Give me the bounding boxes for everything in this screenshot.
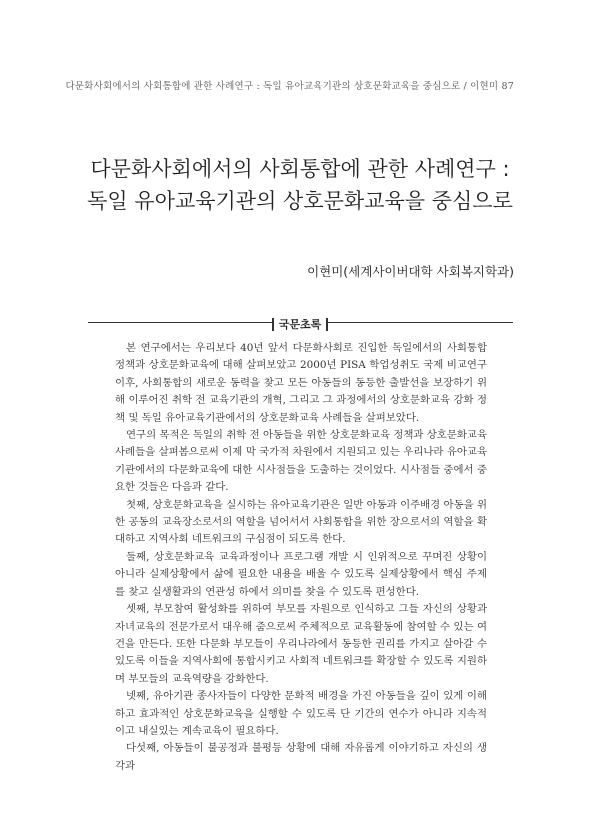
abstract-paragraph: 셋째, 부모참여 활성화를 위하여 부모를 자원으로 인식하고 그들 자신의 상황과 자녀교육의 전문가로서 대우해 줌으로써 주체적으로 교육활동에 참여할 수 있는 여건을 만든다. 또한 다문화 부모들이 우리나라에서 동등한 권리를 가지고 살아갈 수 있도록 이들을 지역사회에 통합시키고 사회적 네트워크를 확장할 수 있도록 지원하며 부모들의 교육역량을 강화한다. <box>115 603 487 685</box>
abstract-paragraph: 둘째, 상호문화교육 교육과정이나 프로그램 개발 시 인위적으로 꾸며진 상황이 아니라 실제상황에서 삶에 필요한 내용을 배울 수 있도록 실제상황에서 핵심 주제를 찾고 실생활과의 연관성 하에서 의미를 찾을 수 있도록 편성한다. <box>115 550 487 598</box>
abstract-paragraph: 첫째, 상호문화교육을 실시하는 유아교육기관은 일반 아동과 이주배경 아동을 위한 공동의 교육장소로서의 역할을 넘어서서 사회통합을 위한 장으로서의 역할을 확대하고 지역사회 네트워크의 구심점이 되도록 한다. <box>115 498 487 546</box>
abstract-label: 국문초록 <box>272 318 329 331</box>
running-header: 다문화사회에서의 사회통합에 관한 사례연구 : 독일 유아교육기관의 상호문화교육을 중심으로 / 이현미 87 <box>65 81 514 92</box>
abstract-paragraph: 다섯째, 아동들이 불공정과 불평등 상황에 대해 자유롭게 이야기하고 자신의 생각과 <box>115 742 487 772</box>
abstract-paragraph: 본 연구에서는 우리보다 40년 앞서 다문화사회로 진입한 독일에서의 사회통합 정책과 상호문화교육에 대해 살펴보았고 2000년 PISA 학업성취도 국제 비교연구 이후, 사회통합의 새로운 동력을 찾고 모든 아동들의 동등한 출발선을 보장하기 위해 이루어진 취학 전 교육기관의 개혁, 그리고 그 과정에서의 상호문화교육 강화 정책 및 독일 유아교육기관에서의 상호문화교육 사례들을 살펴보았다. <box>115 342 487 424</box>
abstract-paragraph: 넷째, 유아기관 종사자들이 다양한 문화적 배경을 가진 아동들을 깊이 있게 이해하고 효과적인 상호문화교육을 실행할 수 있도록 단 기간의 연수가 아니라 지속적이고 내실있는 계속교육이 필요하다. <box>115 690 487 737</box>
author-affiliation: 이현미(세계사이버대학 사회복지학과) <box>307 264 514 279</box>
abstract-body <box>115 340 487 775</box>
paper-title-line-2: 독일 유아교육기관의 상호문화교육을 중심으로 <box>87 189 513 213</box>
abstract-heading <box>0 313 600 332</box>
paper-title-line-1: 다문화사회에서의 사회통합에 관한 사례연구 : <box>90 157 510 181</box>
abstract-paragraph: 연구의 목적은 독일의 취학 전 아동들을 위한 상호문화교육 정책과 상호문화교육 사례들을 살펴봄으로써 이제 막 국가적 차원에서 지원되고 있는 우리나라 유아교육기관에서의 다문화교육에 대한 시사점들을 도출하는 것이었다. 시사점들 중에서 중요한 것들은 다음과 같다. <box>115 429 487 494</box>
